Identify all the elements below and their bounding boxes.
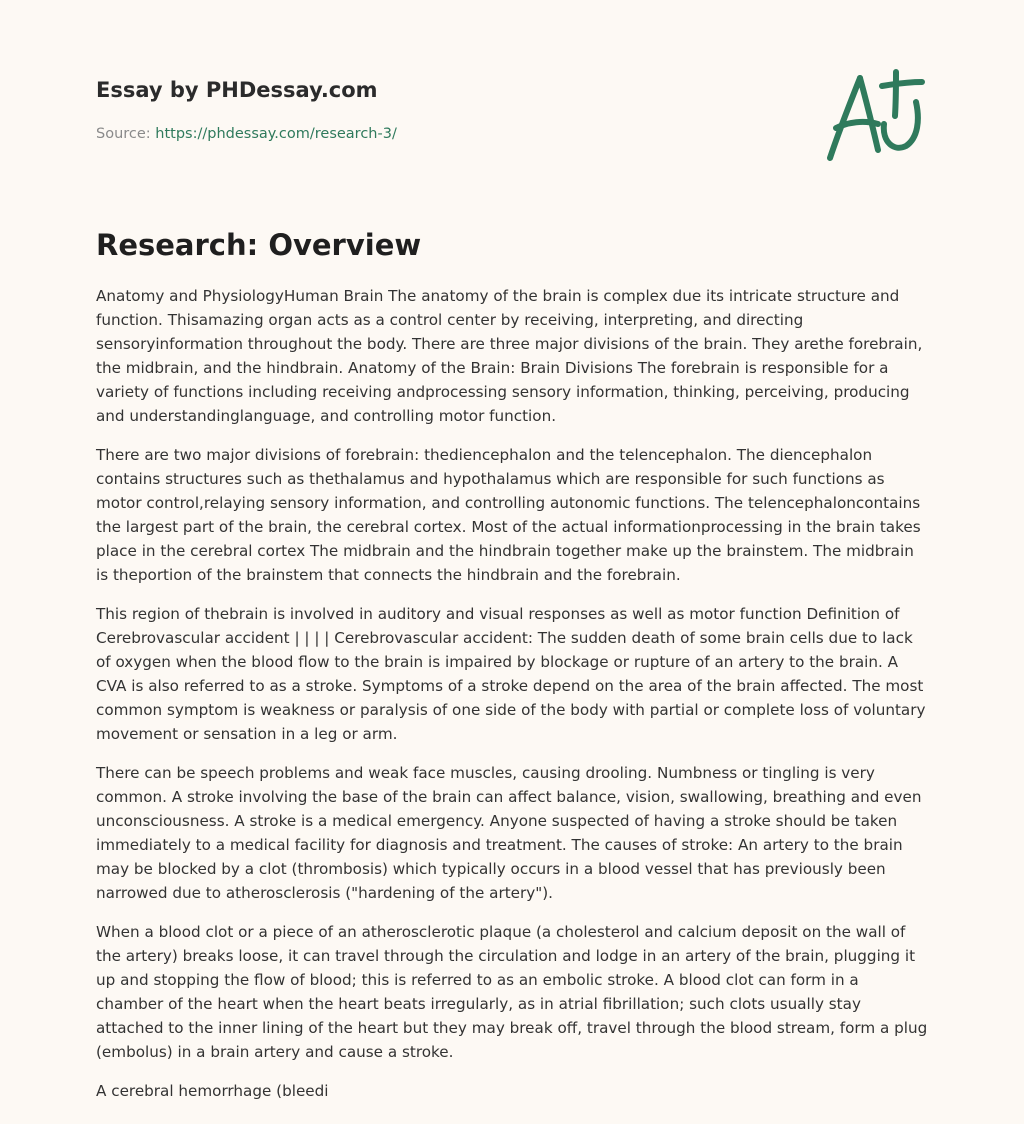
- source-label: Source:: [96, 126, 151, 142]
- page-header: [96, 74, 928, 194]
- source-link[interactable]: https://phdessay.com/research-3/: [155, 126, 397, 142]
- a-plus-logo-icon: [822, 64, 928, 164]
- article-paragraph: A cerebral hemorrhage (bleedi: [96, 1082, 329, 1100]
- article-paragraph: There can be speech problems and weak face muscles, causing drooling. Numbness or tingling is very common. A stroke involving the base of the brain can affect balance, vision, swallowing, breathing and even unconsciousness. A stroke is a medical emergency. Anyone suspected of having a stroke should be taken immediately to a medical facility for diagnosis and treatment. The causes of stroke: An artery to the brain may be blocked by a clot (thrombosis) which typically occurs in a blood vessel that has previously been narrowed due to atherosclerosis ("hardening of the artery").: [96, 764, 922, 902]
- article-body: [96, 284, 930, 1118]
- article-paragraph: There are two major divisions of forebrain: thediencephalon and the telencephalon. The diencephalon contains structures such as thethalamus and hypothalamus which are responsible for such functions as motor control,relaying sensory information, and controlling autonomic functions. The telencephaloncontains the largest part of the brain, the cerebral cortex. Most of the actual informationprocessing in the brain takes place in the cerebral cortex The midbrain and the hindbrain together make up the brainstem. The midbrain is theportion of the brainstem that connects the hindbrain and the forebrain.: [96, 446, 921, 584]
- article-title: Research: Overview: [96, 228, 422, 262]
- brand-title: Essay by PHDessay.com: [96, 78, 378, 102]
- article-paragraph: Anatomy and PhysiologyHuman Brain The anatomy of the brain is complex due its intricate structure and function. Thisamazing organ acts as a control center by receiving, interpreting, and directing sensoryinformation throughout the body. There are three major divisions of the brain. They arethe forebrain, the midbrain, and the hindbrain. Anatomy of the Brain: Brain Divisions The forebrain is responsible for a variety of functions including receiving andprocessing sensory information, thinking, perceiving, producing and understandinglanguage, and controlling motor function.: [96, 287, 923, 425]
- article-paragraph: This region of thebrain is involved in auditory and visual responses as well as motor function Definition of Cerebrovascular accident | | | | Cerebrovascular accident: The sudden death of some brain cells due to lack of oxygen when the blood flow to the brain is impaired by blockage or rupture of an artery to the brain. A CVA is also referred to as a stroke. Symptoms of a stroke depend on the area of the brain affected. The most common symptom is weakness or paralysis of one side of the body with partial or complete loss of voluntary movement or sensation in a leg or arm.: [96, 605, 926, 743]
- source-line: [96, 124, 928, 144]
- article-paragraph: When a blood clot or a piece of an atherosclerotic plaque (a cholesterol and calcium deposit on the wall of the artery) breaks loose, it can travel through the circulation and lodge in an artery of the brain, plugging it up and stopping the flow of blood; this is referred to as an embolic stroke. A blood clot can form in a chamber of the heart when the heart beats irregularly, as in atrial fibrillation; such clots usually stay attached to the inner lining of the heart but they may break off, travel through the blood stream, form a plug (embolus) in a brain artery and cause a stroke.: [96, 923, 928, 1061]
